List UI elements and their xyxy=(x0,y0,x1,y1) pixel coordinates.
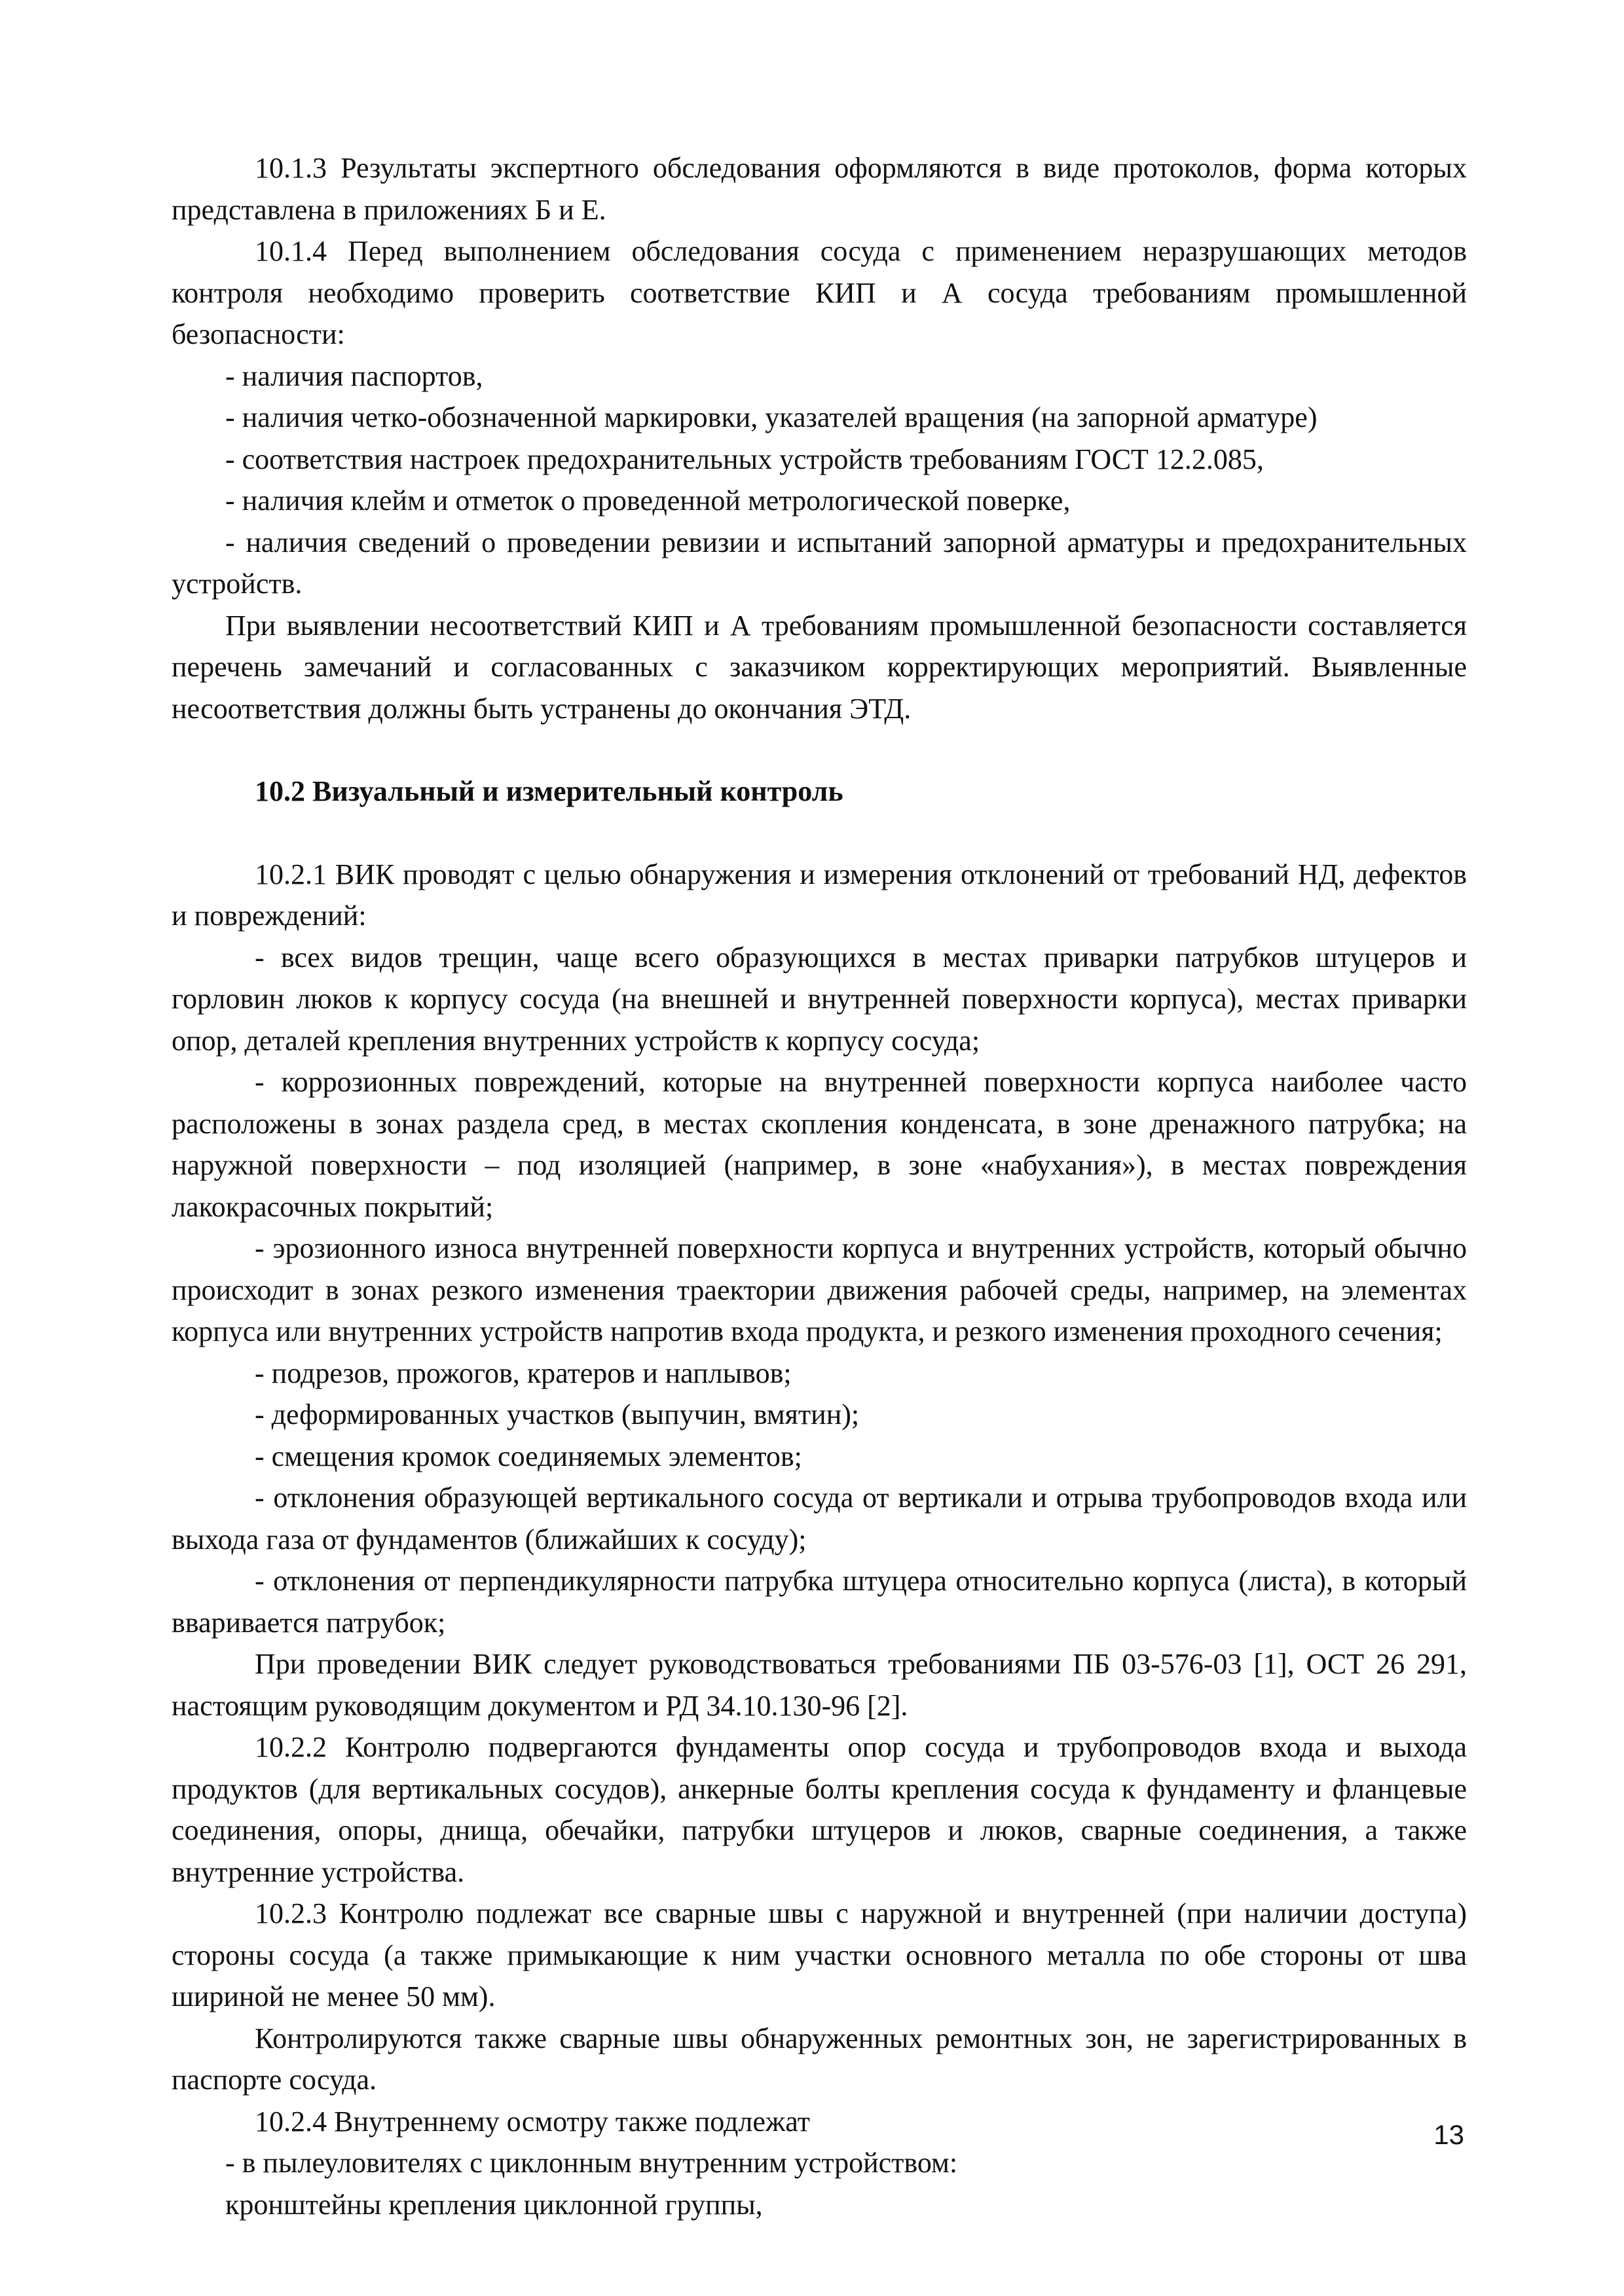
paragraph-vik-guidance: При проведении ВИК следует руководствоваться требованиями ПБ 03-576-03 [1], ОСТ 26 291, настоящим руководящим документом и РД 34.10.130-96 [2]. xyxy=(172,1648,1467,1722)
list-item: - деформированных участков (выпучин, вмятин); xyxy=(255,1398,860,1430)
list-item: кронштейны крепления циклонной группы, xyxy=(225,2188,763,2221)
list-item: - коррозионных повреждений, которые на внутренней поверхности корпуса наиболее часто расположены в зонах раздела сред, в местах скопления конденсата, в зоне дренажного патрубка; на наружной поверхности – под изоляцией (например, в зоне «набухания»), в местах повреждения лакокрасочных покрытий; xyxy=(172,1066,1467,1223)
paragraph-10-1-4: 10.1.4 Перед выполнением обследования сосуда с применением неразрушающих методов контроля необходимо проверить соответствие КИП и А сосуда требованиям промышленной безопасности: xyxy=(172,235,1467,350)
list-item: - наличия паспортов, xyxy=(225,359,483,392)
list-item: - в пылеуловителях с циклонным внутренним устройством: xyxy=(225,2147,958,2179)
list-item: - смещения кромок соединяемых элементов; xyxy=(255,1440,802,1472)
list-item: - подрезов, прожогов, кратеров и наплывов; xyxy=(255,1357,792,1389)
paragraph-10-2-1: 10.2.1 ВИК проводят с целью обнаружения и измерения отклонений от требований НД, дефектов и повреждений: xyxy=(172,858,1467,932)
list-item: - наличия клейм и отметок о проведенной метрологической поверке, xyxy=(225,484,1071,517)
list-item: - отклонения от перпендикулярности патрубка штуцера относительно корпуса (листа), в который вваривается патрубок; xyxy=(172,1565,1467,1639)
list-item: - наличия сведений о проведении ревизии и испытаний запорной арматуры и предохранительных устройств. xyxy=(172,526,1467,600)
paragraph-repair-zones: Контролируются также сварные швы обнаруженных ремонтных зон, не зарегистрированных в паспорте сосуда. xyxy=(172,2022,1467,2096)
paragraph-10-1-3: 10.1.3 Результаты экспертного обследования оформляются в виде протоколов, форма которых представлена в приложениях Б и Е. xyxy=(172,152,1467,226)
list-item: - всех видов трещин, чаще всего образующихся в местах приварки патрубков штуцеров и горловин люков к корпусу сосуда (на внешней и внутренней поверхности корпуса), местах приварки опор, деталей крепления внутренних устройств к корпусу сосуда; xyxy=(172,941,1467,1057)
list-item: - эрозионного износа внутренней поверхности корпуса и внутренних устройств, который обычно происходит в зонах резкого изменения траектории движения рабочей среды, например, на элементах корпуса или внутренних устройств напротив входа продукта, и резкого изменения проходного сечения; xyxy=(172,1232,1467,1347)
paragraph-10-2-2: 10.2.2 Контролю подвергаются фундаменты опор сосуда и трубопроводов входа и выхода продуктов (для вертикальных сосудов), анкерные болты крепления сосуда к фундаменту и фланцевые соединения, опоры, днища, обечайки, патрубки штуцеров и люков, сварные соединения, а также внутренние устройства. xyxy=(172,1731,1467,1888)
list-item: - отклонения образующей вертикального сосуда от вертикали и отрыва трубопроводов входа или выхода газа от фундаментов (ближайших к сосуду); xyxy=(172,1482,1467,1556)
page-number: 13 xyxy=(1433,2119,1464,2150)
list-item: - наличия четко-обозначенной маркировки, указателей вращения (на запорной арматуре) xyxy=(225,401,1318,433)
paragraph-10-2-4: 10.2.4 Внутреннему осмотру также подлежат xyxy=(255,2105,810,2138)
paragraph-10-2-3: 10.2.3 Контролю подлежат все сварные швы с наружной и внутренней (при наличии доступа) стороны сосуда (а также примыкающие к ним участки основного металла по обе стороны от шва шириной не менее 50 мм). xyxy=(172,1897,1467,2013)
body-text xyxy=(172,147,1467,2225)
paragraph-nonconformity: При выявлении несоответствий КИП и А требованиям промышленной безопасности составляется перечень замечаний и согласованных с заказчиком корректирующих мероприятий. Выявленные несоответствия должны быть устранены до окончания ЭТД. xyxy=(172,609,1467,725)
list-item: - соответствия настроек предохранительных устройств требованиям ГОСТ 12.2.085, xyxy=(225,443,1264,475)
section-heading-10-2: 10.2 Визуальный и измерительный контроль xyxy=(255,775,843,807)
